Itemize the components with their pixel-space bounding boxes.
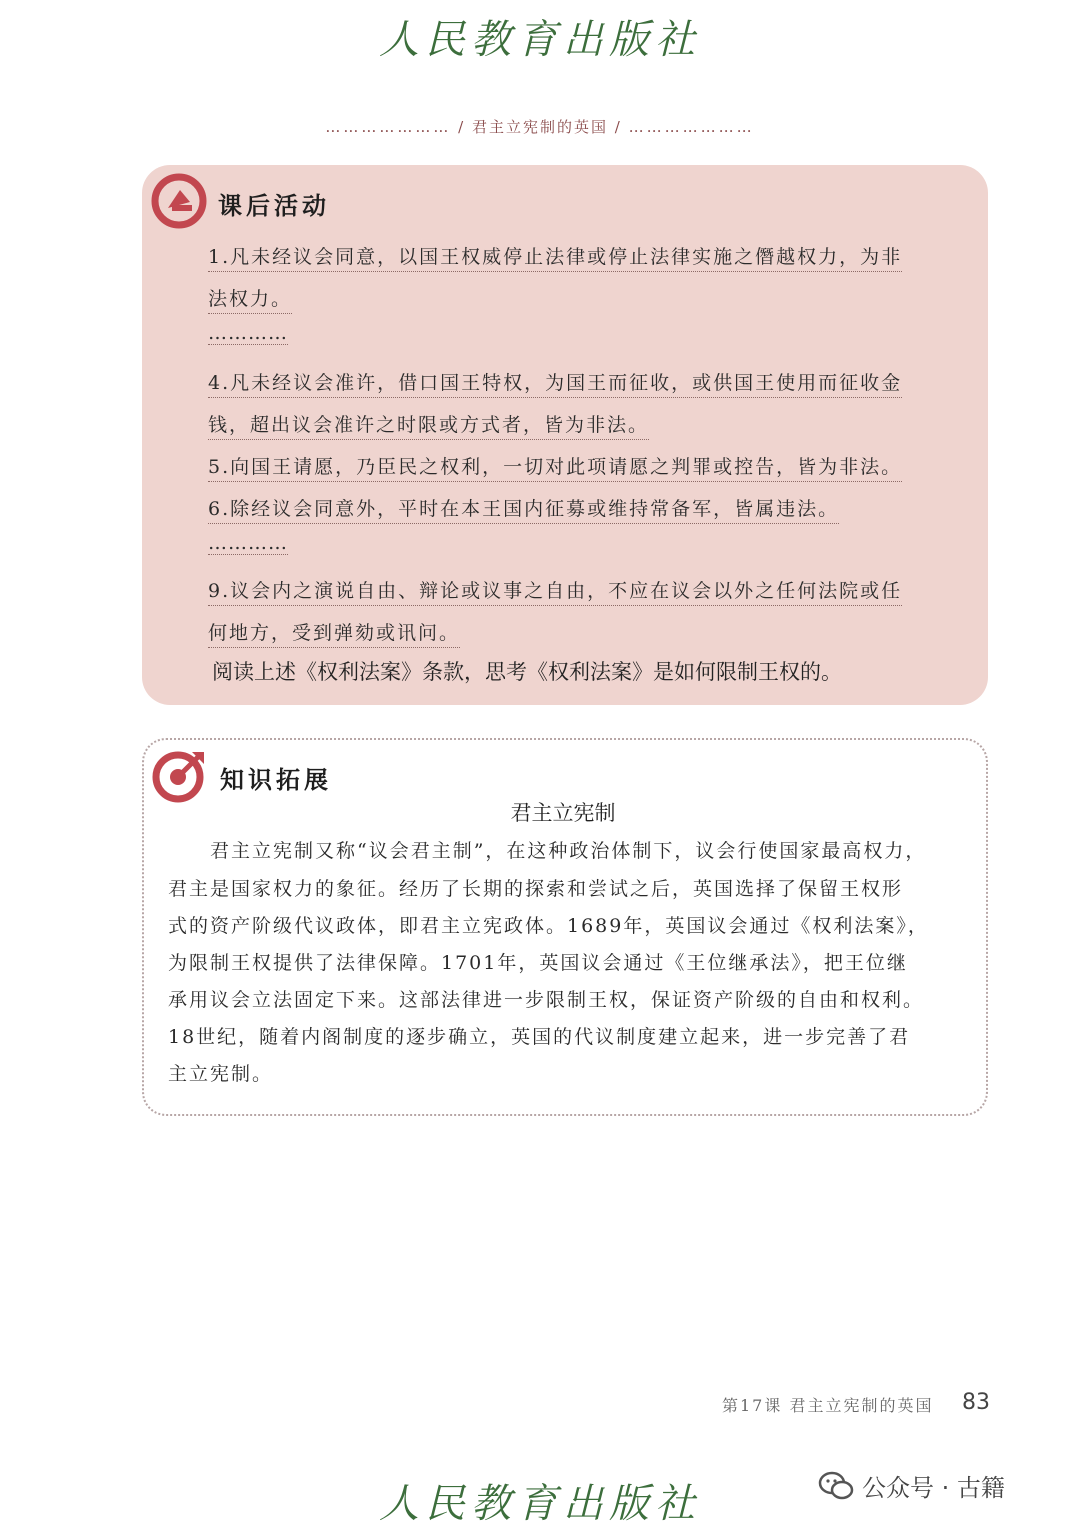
running-head <box>0 116 1080 137</box>
activity-line-3: 4.凡未经议会准许，借口国王特权，为国王而征收，或供国王使用而征收金 <box>208 368 902 398</box>
wechat-icon <box>818 1471 854 1501</box>
target-arrow-icon <box>150 746 208 804</box>
activity-line-2: 法权力。 <box>208 284 292 314</box>
activity-question: 阅读上述《权利法案》条款，思考《权利法案》是如何限制王权的。 <box>212 660 842 684</box>
extension-paragraph-line-6: 18世纪，随着内阁制度的逐步确立，英国的代议制度建立起来，进一步完善了君 <box>168 1026 911 1048</box>
extension-title: 知识拓展 <box>220 766 332 794</box>
wechat-account-label: 公众号 · 古籍 <box>862 1474 1005 1502</box>
activity-line-1: 1.凡未经议会同意，以国王权威停止法律或停止法律实施之僭越权力，为非 <box>208 242 902 272</box>
activity-ellipsis-2: ………… <box>208 532 288 554</box>
running-head-dots-right: ………………… <box>628 118 755 136</box>
activity-line-4: 钱，超出议会准许之时限或方式者，皆为非法。 <box>208 410 649 440</box>
extension-paragraph-line-1: 君主立宪制又称“议会君主制”，在这种政治体制下，议会行使国家最高权力， <box>210 840 927 862</box>
publisher-watermark-bottom: 人民教育出版社 <box>379 1481 701 1527</box>
activity-line-5: 5.向国王请愿，乃臣民之权利，一切对此项请愿之判罪或控告，皆为非法。 <box>208 452 902 482</box>
extension-paragraph-line-4: 为限制王权提供了法律保障。1701年，英国议会通过《王位继承法》，把王位继 <box>168 952 908 974</box>
running-head-title: / 君主立宪制的英国 / <box>458 118 622 136</box>
extension-paragraph-line-5: 承用议会立法固定下来。这部法律进一步限制王权，保证资产阶级的自由和权利。 <box>168 989 925 1011</box>
publisher-watermark-top: 人民教育出版社 <box>379 17 701 63</box>
activity-line-6: 6.除经议会同意外，平时在本王国内征募或维持常备军，皆属违法。 <box>208 494 839 524</box>
extension-paragraph-line-7: 主立宪制。 <box>168 1063 274 1085</box>
activity-line-7: 9.议会内之演说自由、辩论或议事之自由，不应在议会以外之任何法院或任 <box>208 576 902 606</box>
extension-paragraph-line-2: 君主是国家权力的象征。经历了长期的探索和尝试之后，英国选择了保留王权形 <box>168 878 904 900</box>
activity-title: 课后活动 <box>218 192 330 220</box>
running-head-dots-left: ………………… <box>325 118 452 136</box>
extension-subtitle: 君主立宪制 <box>510 801 616 825</box>
wechat-account-badge <box>818 1468 1005 1503</box>
activity-ellipsis-1: ………… <box>208 322 288 344</box>
activity-icon <box>150 172 208 230</box>
page-number: 83 <box>962 1390 990 1415</box>
activity-line-8: 何地方，受到弹劾或讯问。 <box>208 618 460 648</box>
extension-paragraph-line-3: 式的资产阶级代议政体，即君主立宪政体。1689年，英国议会通过《权利法案》， <box>168 915 929 937</box>
lesson-footer: 第17课 君主立宪制的英国 <box>722 1396 934 1415</box>
